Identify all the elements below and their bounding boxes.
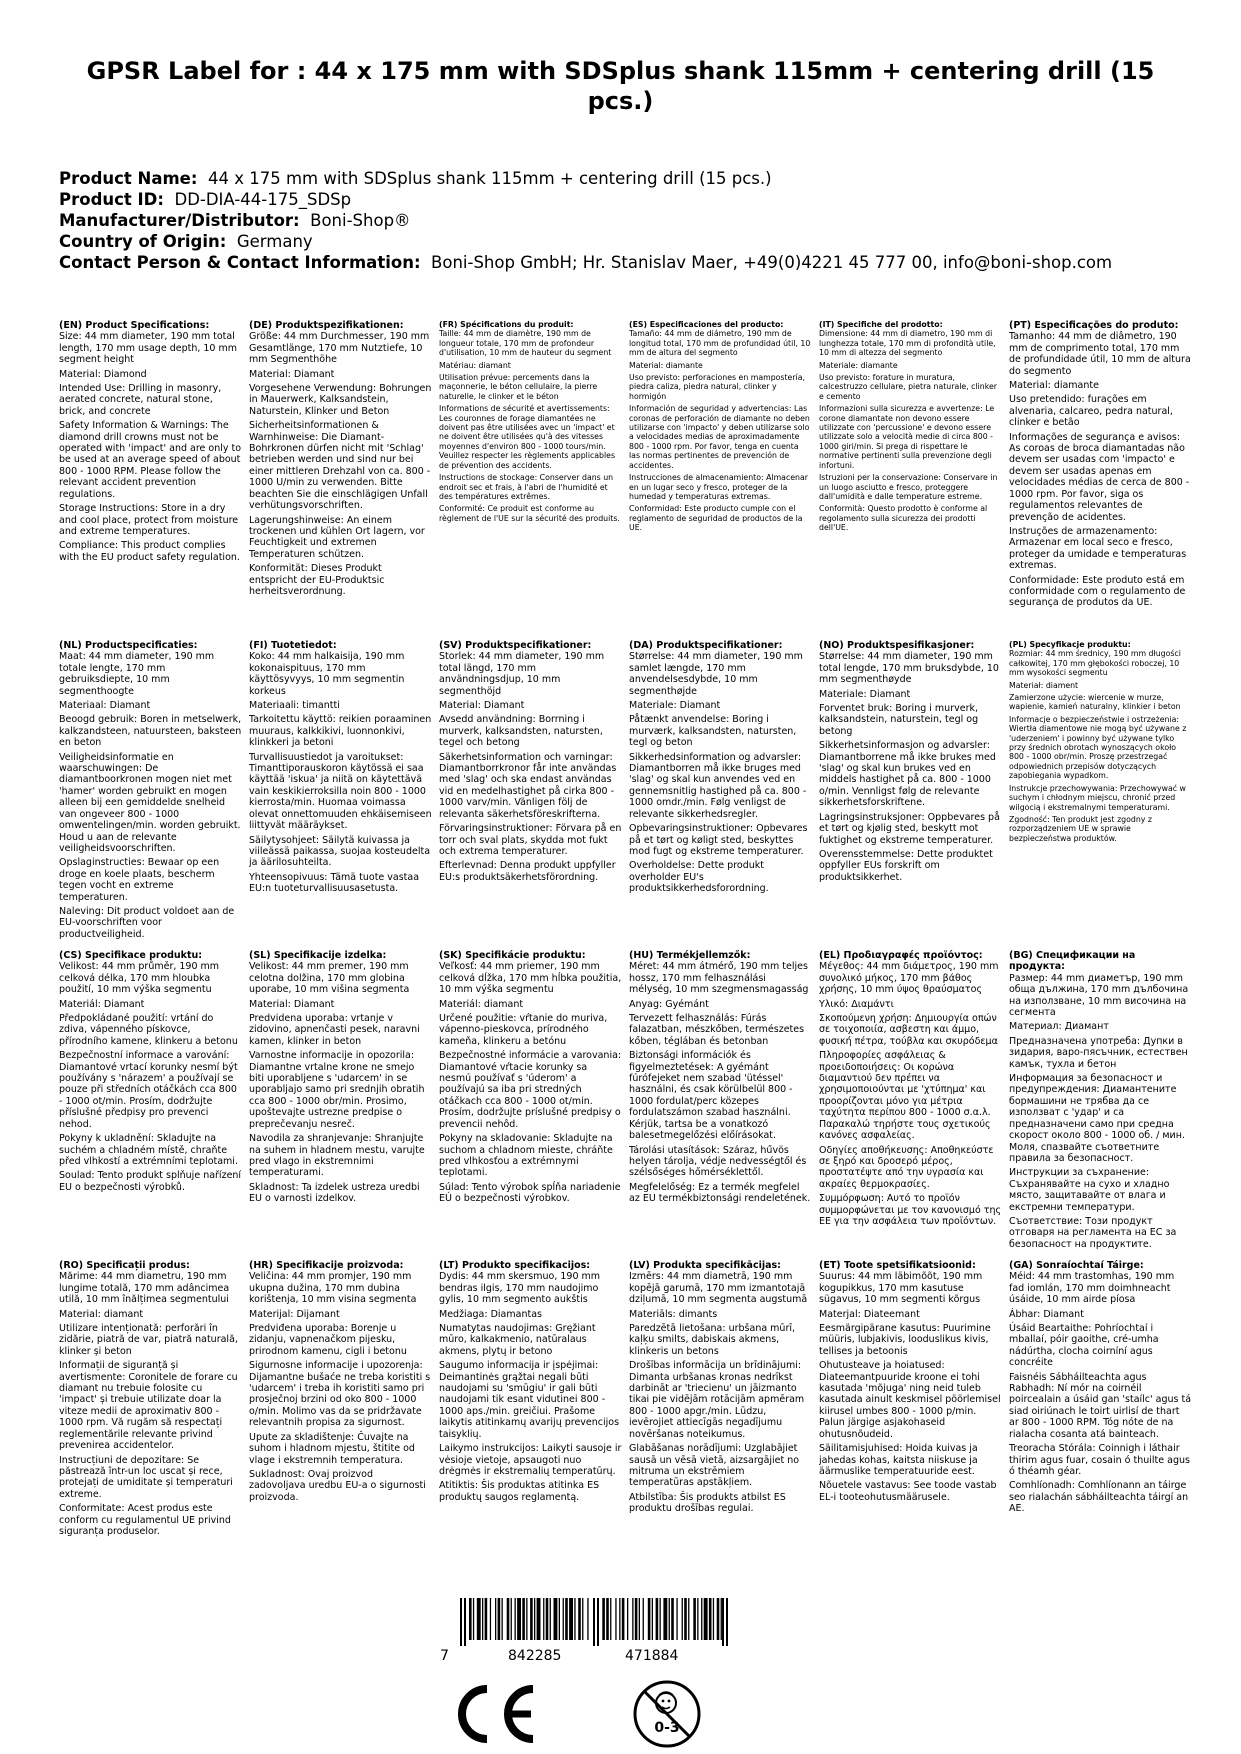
barcode-guard-bar	[597, 1598, 599, 1646]
spec-paragraph: Efterlevnad: Denna produkt uppfyller EU:s produktsäkerhetsförordning.	[439, 860, 616, 883]
spec-block	[439, 640, 622, 943]
spec-paragraph: Predviđena uporaba: Borenje u zidanju, vapnenačkom pijesku, prirodnom kamenu, cigli i betonu	[249, 1323, 407, 1357]
spec-paragraph: Avsedd användning: Borrning i murverk, kalksandsten, natursten, tegel och betong	[439, 714, 603, 749]
spec-paragraph: Materiál: Diamant	[59, 998, 145, 1010]
spec-paragraph: Materiale: Diamant	[819, 688, 911, 700]
barcode-bar	[498, 1598, 501, 1640]
spec-heading: (NO) Produktspesifikasjoner:	[819, 640, 975, 651]
barcode-bar	[632, 1598, 633, 1640]
spec-block	[819, 1260, 1002, 1540]
barcode-bar	[565, 1598, 568, 1640]
spec-heading: (PL) Specyfikacje produktu:	[1009, 640, 1131, 649]
barcode-bar	[563, 1598, 564, 1640]
spec-paragraph: Предназначена употреба: Дупки в зидария, варо-пясъчник, естествен камък, тухла и бетон	[1009, 1035, 1188, 1070]
spec-paragraph: Material: diamant	[59, 1308, 144, 1320]
spec-block	[439, 950, 622, 1253]
spec-paragraph: Materiale: diamante	[819, 360, 898, 370]
spec-paragraph: Istruzioni per la conservazione: Conservare in un luogo asciutto e fresco, proteggere dall'umidità e dalle temperature estreme.	[819, 473, 998, 501]
spec-paragraph: Sigurnosne informacije i upozorenja: Dijamantne bušaće ne treba koristiti s 'udarcem' i treba ih koristiti samo pri prosječnoj brzini od oko 800 - 1000 o/min. Molimo vas da se pridržavate relevantnih propisa za sigurnost.	[249, 1360, 431, 1429]
spec-paragraph: Navodila za shranjevanje: Shranjujte na suhem in hladnem mestu, varujte pred vlago in ekstremnimi temperaturami.	[249, 1133, 425, 1179]
spec-paragraph: Méret: 44 mm átmérő, 190 mm teljes hossz, 170 mm felhasználási mélység, 10 mm szegmensmagasság	[629, 961, 809, 996]
barcode-guard-bar	[460, 1598, 462, 1646]
spec-paragraph: Súlad: Tento výrobok spĺňa nariadenie EÚ o bezpečnosti výrobkov.	[439, 1181, 621, 1205]
spec-heading: (ET) Toote spetsifikatsioonid:	[819, 1260, 976, 1271]
barcode-bar	[709, 1598, 712, 1640]
barcode-bar	[622, 1598, 625, 1640]
spec-paragraph: Suurus: 44 mm läbimõõt, 190 mm kogupikkus, 170 mm kasutuse sügavus, 10 mm segmenti kõrgus	[819, 1271, 983, 1306]
spec-paragraph: Laikymo instrukcijos: Laikyti sausoje ir vėsioje vietoje, apsaugoti nuo drėgmės ir ekstremalių temperatūrų.	[439, 1443, 622, 1477]
barcode-bar	[671, 1598, 674, 1640]
spec-paragraph: Informații de siguranță și avertismente: Coronitele de forare cu diamant nu trebuie folosite cu 'impact' și trebuie utilizate doar la viteze medii de aproximativ 800 - 1000 rpm. Vă rugăm să respectați reglementările relevante privind prevenirea accidentelor.	[59, 1360, 238, 1452]
spec-heading: (CS) Specifikace produktu:	[59, 950, 203, 961]
barcode-bar	[663, 1598, 667, 1640]
barcode-bar	[639, 1598, 640, 1640]
barcode-bar	[530, 1598, 533, 1640]
barcode-bar	[582, 1598, 583, 1640]
spec-block	[249, 640, 432, 943]
spec-paragraph: Anyag: Gyémánt	[629, 998, 709, 1010]
spec-paragraph: Conformité: Ce produit est conforme au règlement de l'UE sur la sécurité des produits.	[439, 504, 620, 523]
spec-paragraph: Zamierzone użycie: wiercenie w murze, wapienie, kamień naturalny, klinkier i beton	[1009, 693, 1181, 712]
barcode-bar	[660, 1598, 661, 1640]
spec-paragraph: Intended Use: Drilling in masonry, aerated concrete, natural stone, brick, and concrete	[59, 383, 222, 417]
spec-paragraph: Pokyny k ukladnění: Skladujte na suchém a chladném místě, chraňte před vlhkostí a extrémními teplotami.	[59, 1133, 238, 1167]
spec-heading: (LV) Produkta specifikācijas:	[629, 1260, 781, 1271]
spec-heading: (EL) Προδιαγραφές προϊόντος:	[819, 950, 983, 961]
spec-paragraph: Säkerhetsinformation och varningar: Diamantborrkronor får inte användas med 'slag' och ska endast användas vid en medelhastighet på cirka 800 - 1000 varv/min. Vänligen följ de relevanta säkerhetsföreskrifterna.	[439, 751, 617, 820]
spec-paragraph: Πληροφορίες ασφάλειας & προειδοποιήσεις: Οι κορώνα διαμαντιού δεν πρέπει να χρησιμοποιούνται με 'χτύπημα' και προορίζονται μόνο για μέτρια ταχύτητα περίπου 800 - 1000 σ.α.λ. Παρακαλώ τηρήστε τους σχετικούς κανόνες ασφαλείας.	[819, 1050, 991, 1142]
spec-paragraph: Bezpečnostní informace a varování: Diamantové vrtací korunky nesmí být používány s 'nárazem' a používají se pouze při středních otáčkách cca 800 - 1000 ot/min. Prosím, dodržujte příslušné předpisy pro prevenci nehod.	[59, 1050, 238, 1130]
barcode-bar	[688, 1598, 689, 1640]
barcode-bar	[704, 1598, 708, 1640]
spec-paragraph: Materiał: diament	[1009, 680, 1079, 690]
spec-heading: (NL) Productspecificaties:	[59, 640, 198, 651]
info-value: Germany	[236, 232, 313, 251]
spec-heading: (GA) Sonraíochtaí Táirge:	[1009, 1260, 1144, 1271]
spec-row	[59, 950, 1192, 1253]
spec-paragraph: Utilizare intenționată: perforări în zidărie, piatră de var, piatră naturală, klinker și beton	[59, 1323, 238, 1357]
barcode-bar	[574, 1598, 575, 1640]
spec-paragraph: Paredzētā lietošana: urbšana mūrī, kaļķu smilts, dabiskais akmens, klinkeris un betons	[629, 1323, 796, 1357]
spec-paragraph: Uso pretendido: furações em alvenaria, calcareo, pedra natural, clinker e betão	[1009, 394, 1173, 429]
barcode-bar	[511, 1598, 512, 1640]
barcode-bar	[676, 1598, 677, 1640]
spec-paragraph: Material: Diamond	[59, 368, 147, 380]
spec-paragraph: Glabāšanas norādījumi: Uzglabājiet sausā un vēsā vietā, aizsargājiet no mitruma un ekstrēmiem temperatūras apstākļiem.	[629, 1443, 800, 1489]
spec-block	[59, 950, 242, 1253]
spec-block	[629, 640, 812, 943]
info-row-product-name	[59, 168, 1199, 189]
spec-block	[1009, 1260, 1192, 1540]
spec-paragraph: Uso previsto: perforaciones en mampostería, piedra caliza, piedra natural, clinker y hormigón	[629, 373, 805, 401]
spec-paragraph: Материал: Диамант	[1009, 1021, 1109, 1033]
barcode-bar	[615, 1598, 616, 1640]
spec-paragraph: Påtænkt anvendelse: Boring i murværk, kalksandsten, natursten, tegl og beton	[629, 714, 797, 749]
spec-paragraph: Instrukcje przechowywania: Przechowywać w suchym i chłodnym miejscu, chronić przed wilgocią i ekstremalnymi temperaturami.	[1009, 783, 1186, 812]
spec-paragraph: Předpokládané použití: vrtání do zdiva, vápenného pískovce, přírodního kamene, klinkeru a betonu	[59, 1013, 238, 1047]
info-value: Boni-Shop GmbH; Hr. Stanislav Maer, +49(0)4221 45 777 00, info@boni-shop.com	[431, 253, 1113, 272]
barcode-bar	[469, 1598, 472, 1640]
spec-paragraph: Materiál: diamant	[439, 998, 524, 1010]
info-row-country	[59, 231, 1199, 252]
spec-paragraph: Συμμόρφωση: Αυτό το προϊόν συμμορφώνεται με τον κανονισμό της ΕΕ για την ασφάλεια των προϊόντων.	[819, 1193, 1002, 1227]
spec-paragraph: Vorgesehene Verwendung: Bohrungen in Mauerwerk, Kalksandstein, Naturstein, Klinker und Beton	[249, 383, 432, 417]
spec-heading: (SL) Specifikacije izdelka:	[249, 950, 387, 961]
spec-paragraph: Uso previsto: forature in muratura, calcestruzzo cellulare, pietra naturale, clinker e cemento	[819, 373, 997, 401]
spec-paragraph: Rozmiar: 44 mm średnicy, 190 mm długości całkowitej, 170 mm głębokości roboczej, 10 mm wysokości segmentu	[1009, 649, 1181, 678]
barcode-bar	[477, 1598, 481, 1640]
barcode-guard-bar	[593, 1598, 595, 1646]
spec-paragraph: Opslaginstructies: Bewaar op een droge en koele plaats, bescherm tegen vocht en extreme temperaturen.	[59, 857, 220, 903]
spec-paragraph: Upute za skladištenje: Čuvajte na suhom i hladnom mjestu, štitite od vlage i ekstremnih temperatura.	[249, 1431, 415, 1466]
spec-heading: (HU) Termékjellemzők:	[629, 950, 751, 961]
barcode-bar	[587, 1598, 588, 1640]
spec-paragraph: Οδηγίες αποθήκευσης: Αποθηκεύστε σε ξηρό και δροσερό μέρος, προστατέψτε από την υγρασία και ακραίες θερμοκρασίες.	[819, 1144, 994, 1190]
spec-heading: (DE) Produktspezifikationen:	[249, 320, 404, 331]
spec-block	[819, 640, 1002, 943]
info-value: Boni-Shop®	[310, 211, 411, 230]
spec-heading: (FI) Tuotetiedot:	[249, 640, 337, 651]
spec-paragraph: Yhteensopivuus: Tämä tuote vastaa EU:n tuoteturvallisuusasetusta.	[249, 871, 420, 895]
spec-paragraph: Tárolási utasítások: Száraz, hűvös helyen tárolja, védje nedvességtől és szélsőséges hőmérséklettől.	[629, 1144, 807, 1179]
product-info	[59, 168, 1199, 273]
spec-paragraph: Opbevaringsinstruktioner: Opbevares på et tørt og køligt sted, beskyttes mod fugt og ekstreme temperaturer.	[629, 823, 808, 857]
spec-paragraph: Mărime: 44 mm diametru, 190 mm lungime totală, 170 mm adâncimea utilă, 10 mm înălțimea segmentului	[59, 1271, 230, 1306]
spec-paragraph: Utilisation prévue: percements dans la maçonnerie, le béton cellulaire, la pierre naturelle, le clinker et le béton	[439, 373, 598, 401]
spec-paragraph: Material: diamante	[629, 360, 703, 370]
spec-block	[59, 640, 242, 943]
spec-heading: (HR) Specifikacije proizvoda:	[249, 1260, 404, 1271]
barcode-bar	[473, 1598, 474, 1640]
spec-block	[1009, 640, 1192, 943]
info-label: Country of Origin:	[59, 232, 227, 251]
spec-paragraph: Eesmärgipärane kasutus: Puurimine müüris, lubjakivis, looduslikus kivis, tellises ja betoonis	[819, 1323, 991, 1357]
spec-paragraph: Forventet bruk: Boring i murverk, kalksandstein, naturstein, tegl og betong	[819, 703, 979, 737]
spec-paragraph: Säilitamisjuhised: Hoida kuivas ja jahedas kohas, kaitsta niiskuse ja äärmuslike temperatuuride eest.	[819, 1443, 978, 1477]
spec-paragraph: Biztonsági információk és figyelmeztetések: A gyémánt fúrófejeket nem szabad 'ütéssel' használni, és csak körülbelül 800 - 1000 fordulat/perc közepes fordulatszámon szabad használni. Kérjük, tartsa be a vonatkozó balesetmegelőzési előírásokat.	[629, 1050, 793, 1142]
barcode-bar	[627, 1598, 628, 1640]
spec-heading: (DA) Produktspecifikationer:	[629, 640, 783, 651]
spec-paragraph: Größe: 44 mm Durchmesser, 190 mm Gesamtlänge, 170 mm Nutztiefe, 10 mm Segmenthöhe	[249, 331, 430, 366]
spec-paragraph: Material: diamante	[1009, 380, 1099, 392]
spec-paragraph: Størrelse: 44 mm diameter, 190 mm total lengde, 170 mm bruksdybde, 10 mm segmenthøyde	[819, 651, 999, 686]
barcode-bars	[460, 1598, 730, 1646]
spec-paragraph: Veľkosť: 44 mm priemer, 190 mm celková dĺžka, 170 mm hĺbka použitia, 10 mm výška segmentu	[439, 961, 622, 996]
spec-block	[629, 320, 812, 612]
spec-paragraph: Určené použitie: vŕtanie do muriva, vápenno-pieskovca, prírodného kameňa, klinkeru a betónu	[439, 1013, 608, 1047]
barcode-bar	[490, 1598, 491, 1640]
spec-paragraph: Soulad: Tento produkt splňuje nařízení EU o bezpečnosti výrobků.	[59, 1170, 242, 1193]
spec-paragraph: Съответствие: Този продукт отговаря на регламента на ЕС за безопасност на продуктите.	[1009, 1215, 1177, 1250]
spec-heading: (FR) Spécifications du produit:	[439, 320, 574, 329]
spec-paragraph: Megfelelőség: Ez a termék megfelel az EU termékbiztonsági rendeletének.	[629, 1181, 811, 1205]
barcode-bar	[697, 1598, 698, 1640]
spec-paragraph: Sicherheitsinformationen & Warnhinweise: Die Diamant-Bohrkronen dürfen nicht mit 'Schlag' betrieben werden und sind nur bei einer mittleren Drehzahl von ca. 800 - 1000 U/min zu verwenden. Bitte beachten Sie die einschlägigen Unfall verhütungsvorschriften.	[249, 420, 431, 512]
barcode-left-group: 842285	[508, 1648, 562, 1664]
spec-paragraph: Zgodność: Ten produkt jest zgodny z rozporządzeniem UE w sprawie bezpieczeństwa produktów.	[1009, 814, 1152, 843]
info-label: Manufacturer/Distributor:	[59, 211, 300, 230]
spec-paragraph: Informations de sécurité et avertissements: Les couronnes de forage diamantées ne doivent pas être utilisées avec un 'impact' et ne doivent être utilisées qu'à des vitesses moyennes d'environ 800 - 1000 tours/min. Veuillez respecter les règlements applicables de prévention des accidents.	[439, 404, 616, 470]
info-label: Product Name:	[59, 169, 198, 188]
barcode-bar	[669, 1598, 670, 1640]
spec-paragraph: Drošības informācija un brīdinājumi: Dimanta urbšanas kronas nedrīkst darbināt ar 'triecienu' un jāizmanto tikai pie vidējām rotācijām apmēram 800 - 1000 apgr./min. Lūdzu, ievērojiet attiecīgās negadījumu novēršanas noteikumus.	[629, 1360, 805, 1440]
barcode-bar	[602, 1598, 605, 1640]
barcode-bar	[648, 1598, 651, 1640]
spec-block	[249, 950, 432, 1253]
spec-block	[629, 950, 812, 1253]
info-row-manufacturer	[59, 210, 1199, 231]
spec-paragraph: Ábhar: Diamant	[1009, 1308, 1084, 1320]
barcode-guard-bar	[464, 1598, 466, 1646]
barcode-bar	[578, 1598, 581, 1640]
spec-paragraph: Izmērs: 44 mm diametrā, 190 mm kopējā garumā, 170 mm izmantotajā dziļumā, 10 mm segmenta augstumā	[629, 1271, 808, 1306]
spec-paragraph: Overholdelse: Dette produkt overholder EU's produktsikkerhedsforordning.	[629, 860, 769, 895]
barcode-bar	[682, 1598, 683, 1640]
spec-paragraph: Sikkerhetsinformasjon og advarsler: Diamantborrene må ikke brukes med 'slag' og skal kun brukes ved en middels hastighet på ca. 800 - 1000 o/min. Vennligst følg de relevante sikkerhetsforskriftene.	[819, 740, 996, 809]
spec-paragraph: Koko: 44 mm halkaisija, 190 mm kokonaispituus, 170 mm käyttösyvyys, 10 mm segmentin korkeus	[249, 651, 405, 697]
barcode-bar	[652, 1598, 653, 1640]
spec-paragraph: Overensstemmelse: Dette produktet oppfyller EUs forskrift om produktsikkerhet.	[819, 848, 993, 883]
barcode-bar	[635, 1598, 638, 1640]
spec-paragraph: Informacje o bezpieczeństwie i ostrzeżenia: Wiertła diamentowe nie mogą być używane z 'uderzeniem' i powinny być używane tylko przy średnich obrotach wynoszących około 800 - 1000 obr/min. Proszę przestrzegać odpowiednich przepisów dotyczących zapobiegania wypadkom.	[1009, 714, 1187, 781]
info-row-contact	[59, 252, 1199, 273]
spec-paragraph: Conformitate: Acest produs este conform cu regulamentul UE privind siguranța produselor.	[59, 1503, 231, 1537]
spec-heading: (RO) Specificații produs:	[59, 1260, 190, 1271]
spec-block	[1009, 950, 1192, 1253]
info-label: Contact Person & Contact Information:	[59, 253, 421, 272]
barcode-bar	[693, 1598, 696, 1640]
barcode-bar	[522, 1598, 525, 1640]
barcode-bar	[543, 1598, 544, 1640]
spec-paragraph: Méid: 44 mm trastomhas, 190 mm fad iomlán, 170 mm doimhneacht úsáide, 10 mm airde píosa	[1009, 1271, 1175, 1306]
barcode-bar	[619, 1598, 620, 1640]
spec-paragraph: Sikkerhedsinformation og advarsler: Diamantborren må ikke bruges med 'slag' og skal kun anvendes ved en gennemsnitlig hastighed på ca. 800 - 1000 omdr./min. Følg venligst de relevante sikkerhedsregler.	[629, 751, 807, 820]
barcode-bar	[546, 1598, 549, 1640]
barcode-bar	[684, 1598, 687, 1640]
spec-paragraph: Material: Diamant	[439, 700, 525, 712]
barcode-bar	[507, 1598, 510, 1640]
spec-paragraph: Lagringsinstruksjoner: Oppbevares på et tørt og kjølig sted, beskytt mot fuktighet og ekstreme temperaturer.	[819, 811, 1000, 846]
spec-heading: (BG) Спецификации на продукта:	[1009, 950, 1136, 973]
spec-paragraph: Turvallisuustiedot ja varoitukset: Timanttiporauskoron käytössä ei saa käyttää 'iskua' ja niitä on käytettävä vain keskikierroksilla noin 800 - 1000 kierrosta/min. Huomaa voimassa olevat onnettomuuden ehkäisemiseen liittyvät määräykset.	[249, 751, 432, 832]
barcode	[440, 1598, 740, 1668]
spec-heading: (SV) Produktspecifikationer:	[439, 640, 592, 651]
barcode-bar	[559, 1598, 560, 1640]
spec-paragraph: Instrucciones de almacenamiento: Almacenar en un lugar seco y fresco, proteger de la humedad y temperaturas extremas.	[629, 473, 808, 501]
barcode-bar	[502, 1598, 503, 1640]
spec-paragraph: Conformità: Questo prodotto è conforme al regolamento sulla sicurezza dei prodotti dell'UE.	[819, 504, 988, 533]
spec-paragraph: Lagerungshinweise: An einem trockenen und kühlen Ort lagern, vor Feuchtigkeit und extremen Temperaturen schützen.	[249, 514, 425, 560]
spec-paragraph: Instrucțiuni de depozitare: Se păstrează într-un loc uscat și rece, protejați de umiditate și temperaturi extreme.	[59, 1454, 233, 1500]
spec-paragraph: Safety Information & Warnings: The diamond drill crowns must not be operated with 'impact' and are only to be used at an average speed of about 800 - 1000 RPM. Please follow the relevant accident prevention regulations.	[59, 420, 242, 500]
barcode-bar	[606, 1598, 609, 1640]
spec-paragraph: Velikost: 44 mm premer, 190 mm celotna dolžina, 170 mm globina uporabe, 10 mm višina segmenta	[249, 961, 410, 996]
spec-paragraph: Bezpečnostné informácie a varovania: Diamantové vŕtacie korunky sa nesmú používať s 'úderom' a používajú sa iba pri stredných otáčkach cca 800 - 1000 ot/min. Prosím, dodržujte príslušné predpisy o prevencii nehôd.	[439, 1050, 622, 1130]
spec-paragraph: Varnostne informacije in opozorila: Diamantne vrtalne krone ne smejo biti uporabljene s 'udarcem' in se uporabljajo samo pri srednjih obratih cca 800 - 1000 obr/min. Prosimo, upoštevajte ustrezne predpise o preprečevanju nesreč.	[249, 1050, 425, 1130]
ce-mark-icon	[455, 1683, 539, 1745]
barcode-first-digit: 7	[440, 1648, 449, 1664]
barcode-bar	[526, 1598, 527, 1640]
spec-paragraph: Material: Diamant	[249, 998, 335, 1010]
spec-block	[819, 320, 1002, 612]
spec-block	[59, 320, 242, 612]
barcode-bar	[656, 1598, 659, 1640]
spec-paragraph: Tamaño: 44 mm de diámetro, 190 mm de longitud total, 170 mm de profundidad útil, 10 mm de altura del segmento	[629, 329, 811, 358]
spec-paragraph: Maat: 44 mm diameter, 190 mm totale lengte, 170 mm gebruiksdiepte, 10 mm segmenthoogte	[59, 651, 215, 697]
spec-block	[439, 320, 622, 612]
spec-paragraph: Konformität: Dieses Produkt entspricht der EU-Produktsic herheitsverordnung.	[249, 563, 385, 597]
barcode-bar	[485, 1598, 488, 1640]
spec-paragraph: Conformidad: Este producto cumple con el reglamento de seguridad de productos de la UE.	[629, 504, 803, 533]
info-label: Product ID:	[59, 190, 164, 209]
barcode-bar	[701, 1598, 702, 1640]
spec-heading: (PT) Especificações do produto:	[1009, 320, 1179, 331]
barcode-bar	[721, 1598, 722, 1640]
spec-row	[59, 640, 1192, 943]
spec-paragraph: Инструкции за съхранение: Съхранявайте на сухо и хладно място, защитавайте от влага и екстремни температури.	[1009, 1167, 1170, 1213]
barcode-guard-bar	[726, 1598, 728, 1646]
spec-heading: (SK) Špecifikácie produktu:	[439, 950, 586, 961]
spec-paragraph: Dydis: 44 mm skersmuo, 190 mm bendras ilgis, 170 mm naudojimo gylis, 10 mm segmento aukštis	[439, 1271, 601, 1306]
spec-paragraph: Materiaal: Diamant	[59, 700, 151, 712]
barcode-bar	[534, 1598, 535, 1640]
spec-block	[249, 320, 432, 612]
spec-paragraph: Tarkoitettu käyttö: reikien poraaminen muuraus, kalkkikivi, luonnonkivi, klinkkeri ja betoni	[249, 714, 432, 749]
spec-paragraph: Saugumo informacija ir įspėjimai: Deimantinės grąžtai negali būti naudojami su 'smūgiu' ir gali būti naudojami tik esant vidutinei 800 - 1000 aps./min. greičiui. Prašome laikytis atitinkamų avarijų prevencijos taisyklių.	[439, 1360, 620, 1440]
spec-paragraph: Materiale: Diamant	[629, 700, 721, 712]
spec-paragraph: Predvidena uporaba: vrtanje v zidovino, apnenčasti pesek, naravni kamen, klinker in beton	[249, 1013, 420, 1047]
barcode-bar	[517, 1598, 521, 1640]
spec-paragraph: Materiaali: timantti	[249, 700, 340, 712]
spec-paragraph: Atbilstība: Šis produkts atbilst ES produktu drošības regulai.	[629, 1491, 786, 1515]
spec-paragraph: Sukladnost: Ovaj proizvod zadovoljava uredbu EU-a o sigurnosti proizvoda.	[249, 1468, 426, 1503]
spec-paragraph: Σκοπούμενη χρήση: Δημιουργία οπών σε τοιχοποιία, ασβεστη και άμμο, φυσική πέτρα, τούβλα και σκυρόδεμα	[819, 1013, 998, 1047]
barcode-bar	[537, 1598, 541, 1640]
spec-paragraph: Conformidade: Este produto está em conformidade com o regulamento de segurança de produtos da UE.	[1009, 574, 1186, 609]
spec-paragraph: Informações de segurança e avisos: As coroas de broca diamantadas não devem ser usadas com 'impacto' e devem ser usadas apenas em velocidades médias de cerca de 800 - 1000 rpm. Por favor, siga os regulamentos relevantes de prevenção de acidentes.	[1009, 431, 1190, 523]
spec-paragraph: Velikost: 44 mm průměr, 190 mm celková délka, 170 mm hloubka použití, 10 mm výška segmentu	[59, 961, 220, 996]
spec-paragraph: Tervezett felhasználás: Fúrás falazatban, mészkőben, természetes kőben, téglában és betonban	[629, 1013, 805, 1047]
spec-row	[59, 1260, 1192, 1540]
barcode-bar	[515, 1598, 516, 1640]
spec-block	[59, 1260, 242, 1540]
spec-paragraph: Size: 44 mm diameter, 190 mm total length, 170 mm usage depth, 10 mm segment height	[59, 331, 237, 366]
spec-paragraph: Dimensione: 44 mm di diametro, 190 mm di lunghezza totale, 170 mm di profondità utile, 10 mm di altezza del segmento	[819, 329, 996, 358]
spec-heading: (ES) Especificaciones del producto:	[629, 320, 784, 329]
spec-block	[629, 1260, 812, 1540]
spec-paragraph: Úsáid Beartaithe: Pohríochtaí i mballaí, póir gaoithe, cré-umha nádúrtha, clocha coirníní agus concréite	[1009, 1323, 1159, 1369]
barcode-guard-bar	[722, 1598, 724, 1646]
spec-paragraph: Compliance: This product complies with the EU product safety regulation.	[59, 540, 240, 563]
spec-heading: (LT) Produkto specifikacijos:	[439, 1260, 591, 1271]
spec-paragraph: Υλικό: Διαμάντι	[819, 998, 894, 1010]
barcode-bar	[554, 1598, 558, 1640]
spec-paragraph: Μέγεθος: 44 mm διάμετρος, 190 mm συνολικό μήκος, 170 mm βάθος χρήσης, 10 mm ύψος θραύσματος	[819, 961, 999, 996]
spec-paragraph: Tamanho: 44 mm de diâmetro, 190 mm de comprimento total, 170 mm de profundidade útil, 10 mm de altura do segmento	[1009, 331, 1191, 377]
spec-paragraph: Storage Instructions: Store in a dry and cool place, protect from moisture and extreme temperatures.	[59, 503, 239, 537]
spec-paragraph: Medžiaga: Diamantas	[439, 1308, 542, 1320]
barcode-right-group: 471884	[625, 1648, 679, 1664]
spec-paragraph: Säilytysohjeet: Säilytä kuivassa ja viileässä paikassa, suojaa kosteudelta ja äärilosuhteilta.	[249, 834, 431, 869]
spec-block	[1009, 320, 1192, 612]
barcode-bar	[569, 1598, 573, 1640]
spec-row	[59, 320, 1192, 612]
spec-heading: (IT) Specifiche del prodotto:	[819, 320, 943, 329]
info-value: DD-DIA-44-175_SDSp	[174, 190, 352, 209]
spec-paragraph: Veličina: 44 mm promjer, 190 mm ukupna dužina, 170 mm dubina korištenja, 10 mm visina segmenta	[249, 1271, 417, 1306]
barcode-bar	[482, 1598, 483, 1640]
spec-paragraph: Størrelse: 44 mm diameter, 190 mm samlet længde, 170 mm anvendelsesdybde, 10 mm segmenthøjde	[629, 651, 803, 697]
spec-paragraph: Información de seguridad y advertencias: Las coronas de perforación de diamante no deben utilizarse con 'impacto' y deben utilizarse solo a velocidades medias de aproximadamente 800 - 1000 rpm. Por favor, tenga en cuenta las normas pertinentes de prevención de accidentes.	[629, 404, 810, 470]
spec-paragraph: Ohutusteave ja hoiatused: Diateemantpuuride kroone ei tohi kasutada 'mõjuga' ning neid tuleb kasutada ainult keskmisel pöörlemisel kiirusel umbes 800 - 1000 p/min. Palun järgige asjakohaseid ohutusnõudeid.	[819, 1360, 1001, 1440]
spec-paragraph: Förvaringsinstruktioner: Förvara på en torr och sval plats, skydda mot fukt och extrema temperaturer.	[439, 823, 622, 857]
spec-paragraph: Instruções de armazenamento: Armazenar em local seco e fresco, proteger da umidade e temperaturas extremas.	[1009, 525, 1187, 572]
age-label: 0-3	[654, 1720, 680, 1736]
info-row-product-id	[59, 189, 1199, 210]
barcode-bar	[495, 1598, 496, 1640]
spec-paragraph: Numatytas naudojimas: Gręžiant mūro, kalkakmenio, natūralaus akmens, plytų ir betono	[439, 1323, 596, 1357]
not-for-children-icon	[632, 1679, 702, 1749]
spec-paragraph: Размер: 44 mm диаметър, 190 mm обща дължина, 170 mm дълбочина на използване, 10 mm височина на сегмента	[1009, 972, 1189, 1019]
spec-paragraph: Materjal: Diateemant	[819, 1308, 920, 1320]
spec-paragraph: Material: Diamant	[249, 368, 335, 380]
barcode-bar	[713, 1598, 714, 1640]
spec-paragraph: Atitiktis: Šis produktas atitinka ES produktų saugos reglamentą.	[439, 1480, 600, 1503]
spec-block	[249, 1260, 432, 1540]
spec-paragraph: Faisnéis Sábháilteachta agus Rabhadh: Ní mór na coirnéil poircealain a úsáid gan 'staílc' agus tá siad oiriúnach le toirt uirlisí de thart ar 800 - 1000 RPM. Tóg nóte de na rialacha cosanta atá bainteach.	[1009, 1371, 1192, 1440]
spec-paragraph: Materijal: Dijamant	[249, 1308, 340, 1320]
spec-paragraph: Skladnost: Ta izdelek ustreza uredbi EU o varnosti izdelkov.	[249, 1181, 420, 1205]
spec-paragraph: Информация за безопасност и предупреждения: Диамантените бормашини не трябва да се използват с 'удар' и са предназначени само при средна скорост около 800 - 1000 об. / мин. Моля, спазвайте съответните правила за безопасност.	[1009, 1073, 1185, 1164]
info-value: 44 x 175 mm with SDSplus shank 115mm + centering drill (15 pcs.)	[207, 169, 772, 188]
spec-paragraph: Matériau: diamant	[439, 360, 511, 370]
spec-paragraph: Naleving: Dit product voldoet aan de EU-voorschriften voor productveiligheid.	[59, 905, 235, 940]
barcode-bar	[717, 1598, 720, 1640]
spec-paragraph: Pokyny na skladovanie: Skladujte na suchom a chladnom mieste, chráňte pred vlhkosťou a extrémnymi teplotami.	[439, 1133, 613, 1179]
spec-block	[439, 1260, 622, 1540]
spec-paragraph: Taille: 44 mm de diamètre, 190 mm de longueur totale, 170 mm de profondeur d'utilisation, 10 mm de hauteur du segment	[439, 329, 612, 358]
spec-paragraph: Comhlíonadh: Comhlíonann an táirge seo rialachán sábháilteachta táirgí an AE.	[1009, 1480, 1189, 1515]
spec-paragraph: Veiligheidsinformatie en waarschuwingen: De diamantboorkronen mogen niet met 'hamer' worden gebruikt en mogen alleen bij een gemiddelde snelheid van ongeveer 800 - 1000 omwentelingen/min. worden gebruikt. Houd u aan de relevante veiligheidsvoorschriften.	[59, 751, 241, 854]
spec-paragraph: Informazioni sulla sicurezza e avvertenze: Le corone diamantate non devono essere utilizzate con 'percussione' e devono essere utilizzate solo a velocità medie di circa 800 - 1000 giri/min. Si prega di rispettare le normative pertinenti sulla prevenzione degli infortuni.	[819, 404, 995, 470]
spec-paragraph: Materiāls: dimants	[629, 1308, 718, 1320]
spec-block	[819, 950, 1002, 1253]
spec-paragraph: Beoogd gebruik: Boren in metselwerk, kalkzandsteen, natuursteen, baksteen en beton	[59, 714, 242, 749]
spec-paragraph: Instructions de stockage: Conserver dans un endroit sec et frais, à l'abri de l'humidité et des températures extrêmes.	[439, 473, 614, 501]
page-title: GPSR Label for : 44 x 175 mm with SDSplus shank 115mm + centering drill (15 pcs.)	[86, 57, 1155, 115]
barcode-bar	[643, 1598, 644, 1640]
spec-paragraph: Storlek: 44 mm diameter, 190 mm total längd, 170 mm användningsdjup, 10 mm segmenthöjd	[439, 651, 605, 697]
barcode-bar	[550, 1598, 551, 1640]
spec-heading: (EN) Product Specifications:	[59, 320, 210, 331]
spec-paragraph: Nõuetele vastavus: See toode vastab EL-i tooteohutusmäärusele.	[819, 1480, 997, 1503]
spec-paragraph: Treoracha Stórála: Coinnigh i láthair thirim agus fuar, cosain ó thuilte agus ó théamh géar.	[1009, 1443, 1190, 1477]
barcode-bar	[610, 1598, 611, 1640]
